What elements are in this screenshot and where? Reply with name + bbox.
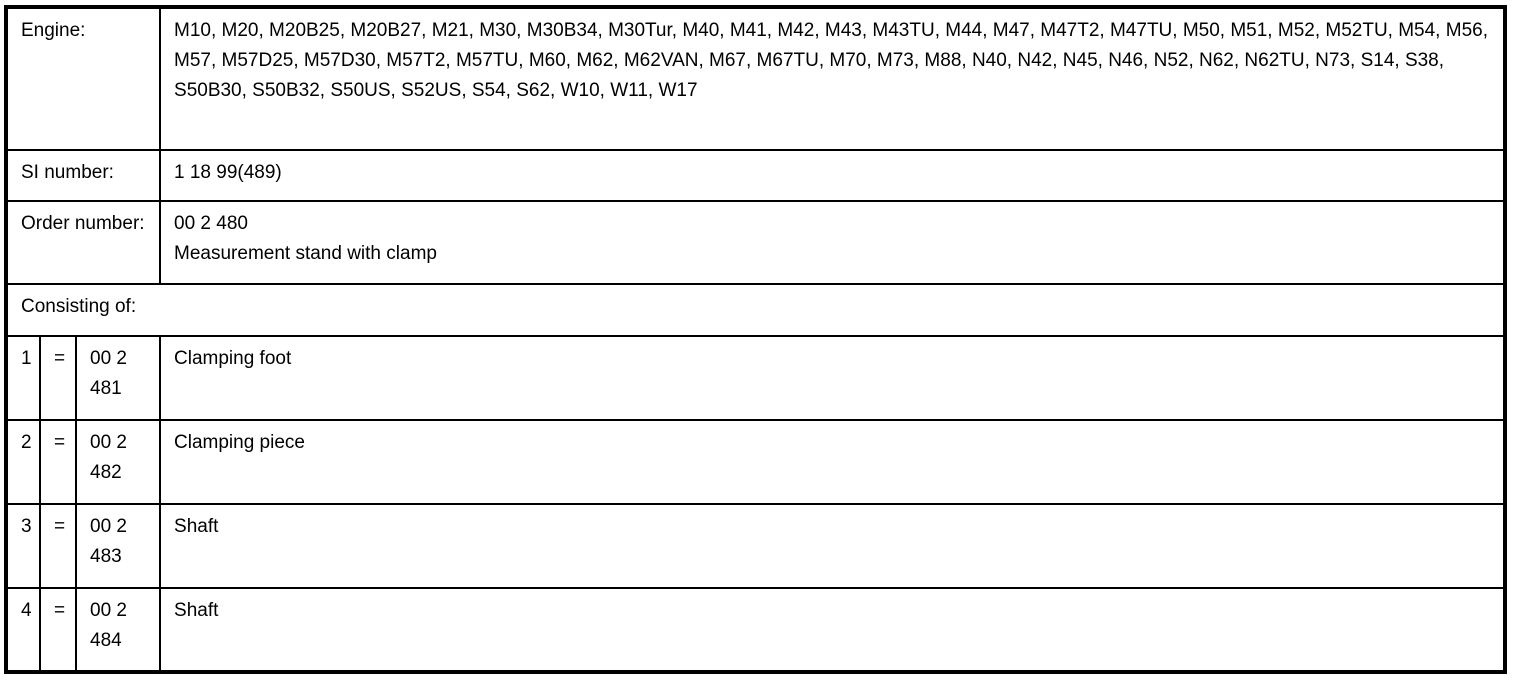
- item-part-number: 00 2 483: [76, 504, 160, 588]
- order-number-value: 00 2 480: [174, 213, 248, 234]
- equals-sign: =: [40, 336, 76, 420]
- item-row: [6, 336, 1505, 420]
- item-part-number: 00 2 482: [76, 420, 160, 504]
- equals-sign: =: [40, 504, 76, 588]
- consisting-of-label: Consisting of:: [6, 284, 1505, 336]
- item-description: Clamping foot: [160, 336, 1505, 420]
- engine-label: Engine:: [6, 7, 160, 150]
- equals-sign: =: [40, 588, 76, 672]
- si-number-row: [6, 150, 1505, 201]
- spec-table: [4, 5, 1507, 674]
- consisting-of-row: [6, 284, 1505, 336]
- item-number: 4: [6, 588, 40, 672]
- item-description: Shaft: [160, 588, 1505, 672]
- engine-value: M10, M20, M20B25, M20B27, M21, M30, M30B34, M30Tur, M40, M41, M42, M43, M43TU, M44, M47, M47T2, M47TU, M50, M51, M52, M52TU, M54, M56, M57, M57D25, M57D30, M57T2, M57TU, M60, M62, M62VAN, M67, M67TU, M70, M73, M88, N40, N42, N45, N46, N52, N62, N62TU, N73, S14, S38, S50B30, S50B32, S50US, S52US, S54, S62, W10, W11, W17: [160, 7, 1505, 150]
- si-number-label: SI number:: [6, 150, 160, 201]
- item-row: [6, 588, 1505, 672]
- item-row: [6, 504, 1505, 588]
- order-number-label: Order number:: [6, 201, 160, 284]
- order-number-cell: [160, 201, 1505, 284]
- item-number: 2: [6, 420, 40, 504]
- item-part-number: 00 2 481: [76, 336, 160, 420]
- item-description: Clamping piece: [160, 420, 1505, 504]
- item-number: 3: [6, 504, 40, 588]
- item-description: Shaft: [160, 504, 1505, 588]
- item-row: [6, 420, 1505, 504]
- equals-sign: =: [40, 420, 76, 504]
- engine-row: [6, 7, 1505, 150]
- si-number-value: 1 18 99(489): [160, 150, 1505, 201]
- item-number: 1: [6, 336, 40, 420]
- item-part-number: 00 2 484: [76, 588, 160, 672]
- order-number-description: Measurement stand with clamp: [174, 243, 437, 264]
- order-number-row: [6, 201, 1505, 284]
